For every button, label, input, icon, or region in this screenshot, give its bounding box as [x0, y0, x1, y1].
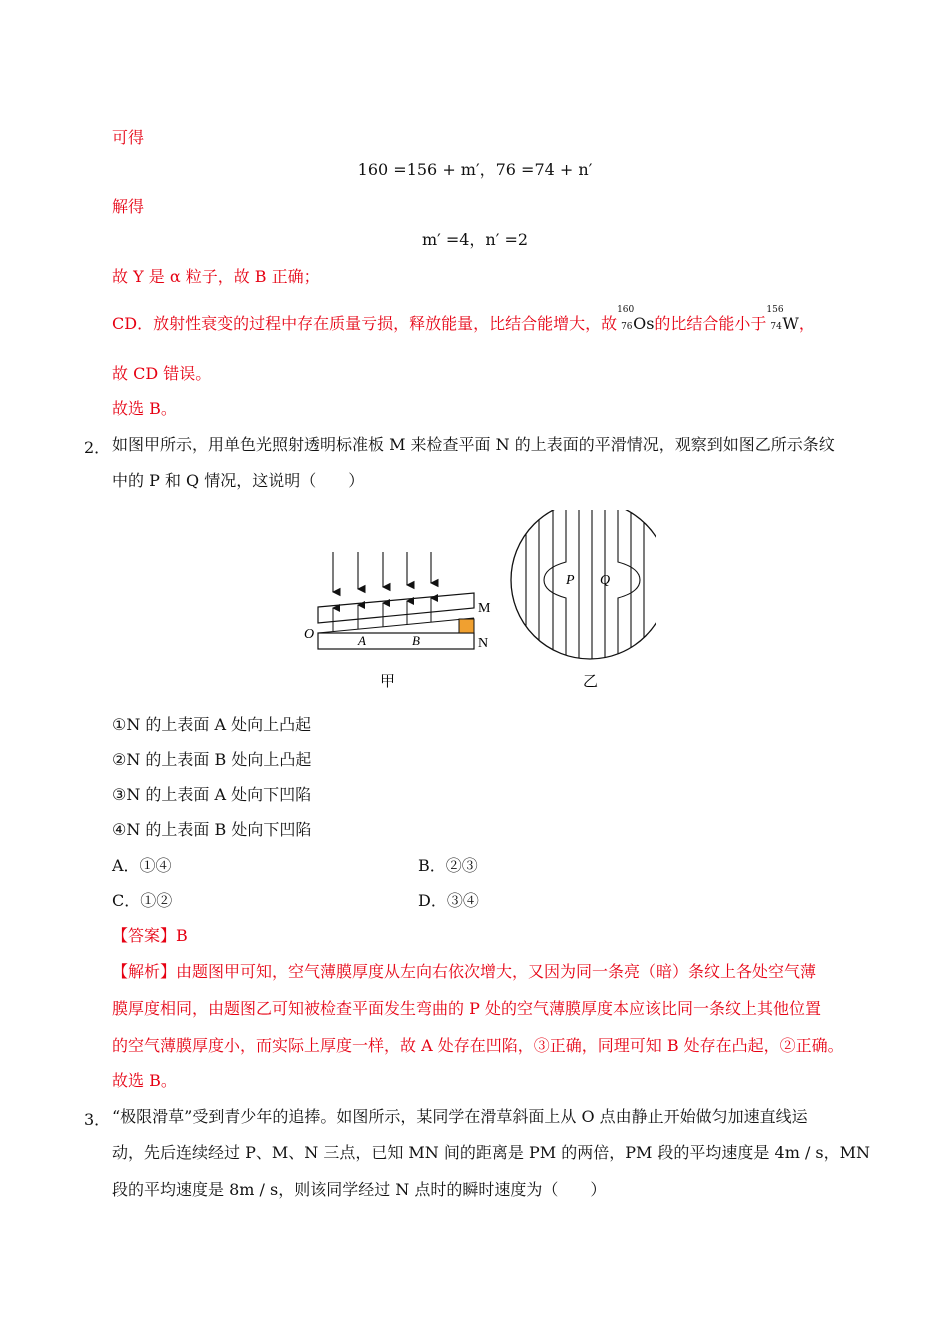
cd-mid: 的比结合能小于	[654, 314, 767, 333]
explanation-line4: 故选 B。	[112, 1071, 177, 1090]
caption-jia: 甲	[380, 674, 396, 690]
statement-1: ①N 的上表面 A 处向上凸起	[112, 715, 312, 734]
plate-m	[318, 593, 474, 623]
w-symbol: W	[782, 314, 799, 333]
label-n: N	[478, 636, 489, 651]
w-atomic-number: 74	[770, 322, 782, 332]
answer: 【答案】B	[112, 926, 188, 945]
choice-b[interactable]: B．②③	[418, 856, 478, 875]
figure-jia	[304, 552, 491, 690]
explanation-line2: 膜厚度相同，由题图乙可知被检查平面发生弯曲的 P 处的空气薄膜厚度本应该比同一条纹上其他位置	[112, 999, 821, 1018]
question-3-number: 3．	[84, 1110, 111, 1129]
field-circle	[511, 510, 656, 659]
text-cd-wrong: 故 CD 错误。	[112, 364, 212, 383]
question-3-line3: 段的平均速度是 8m / s，则该同学经过 N 点时的瞬时速度为（ ）	[112, 1180, 607, 1199]
statement-3: ③N 的上表面 A 处向下凹陷	[112, 785, 312, 804]
label-m: M	[478, 601, 491, 616]
question-2-line1: 如图甲所示，用单色光照射透明标准板 M 来检查平面 N 的上表面的平滑情况，观察到如图乙所示条纹	[112, 435, 835, 454]
choice-a[interactable]: A．①④	[112, 856, 172, 875]
plate-n	[318, 633, 474, 649]
label-a: A	[358, 633, 366, 648]
choice-d[interactable]: D．③④	[418, 891, 479, 910]
statement-4: ④N 的上表面 B 处向下凹陷	[112, 820, 312, 839]
question-3-line2: 动，先后连续经过 P、M、N 三点，已知 MN 间的距离是 PM 的两倍，PM 段的平均速度是 4m / s，MN	[112, 1143, 871, 1162]
incident-rays	[333, 552, 431, 592]
os-mass-number: 160	[617, 305, 635, 315]
question-2-line2: 中的 P 和 Q 情况，这说明（ ）	[112, 471, 365, 490]
figure-interference	[296, 510, 656, 695]
cd-pre: CD．放射性衰变的过程中存在质量亏损，释放能量，比结合能增大，故	[112, 314, 618, 333]
explanation-line1: 【解析】由题图甲可知，空气薄膜厚度从左向右依次增大，又因为同一条亮（暗）条纹上各处空气薄	[112, 962, 817, 981]
explanation-line3: 的空气薄膜厚度小，而实际上厚度一样，故 A 处存在凹陷，③正确，同理可知 B 处存在凸起，②正确。	[112, 1036, 844, 1055]
label-p: P	[566, 573, 575, 588]
text-conclusion-y: 故 Y 是 α 粒子，故 B 正确；	[112, 267, 320, 286]
label-q: Q	[600, 573, 611, 588]
nuclide-w	[766, 305, 799, 334]
text-jiede: 解得	[112, 197, 145, 216]
question-2-number: 2．	[84, 438, 111, 457]
label-o: O	[304, 627, 315, 642]
text-choose-b: 故选 B。	[112, 399, 177, 418]
os-symbol: Os	[633, 314, 655, 333]
label-b: B	[412, 633, 420, 648]
text-kede: 可得	[112, 128, 145, 147]
equation-mass-charge: 160 =156 + m′，76 =74 + n′	[357, 160, 593, 179]
figure-yi	[511, 510, 656, 690]
nuclide-os	[617, 305, 655, 334]
choice-c[interactable]: C．①②	[112, 891, 173, 910]
text-cd-explanation	[112, 305, 815, 334]
question-3-line1: “极限滑草”受到青少年的追捧。如图所示，某同学在滑草斜面上从 O 点由静止开始做匀加速直线运	[112, 1107, 808, 1126]
wedge-spacer	[459, 619, 474, 633]
equation-result: m′ =4，n′ =2	[421, 230, 529, 249]
w-mass-number: 156	[766, 305, 784, 315]
cd-end: ，	[798, 314, 815, 333]
os-atomic-number: 76	[621, 322, 633, 332]
statement-2: ②N 的上表面 B 处向上凸起	[112, 750, 312, 769]
caption-yi: 乙	[583, 674, 599, 690]
